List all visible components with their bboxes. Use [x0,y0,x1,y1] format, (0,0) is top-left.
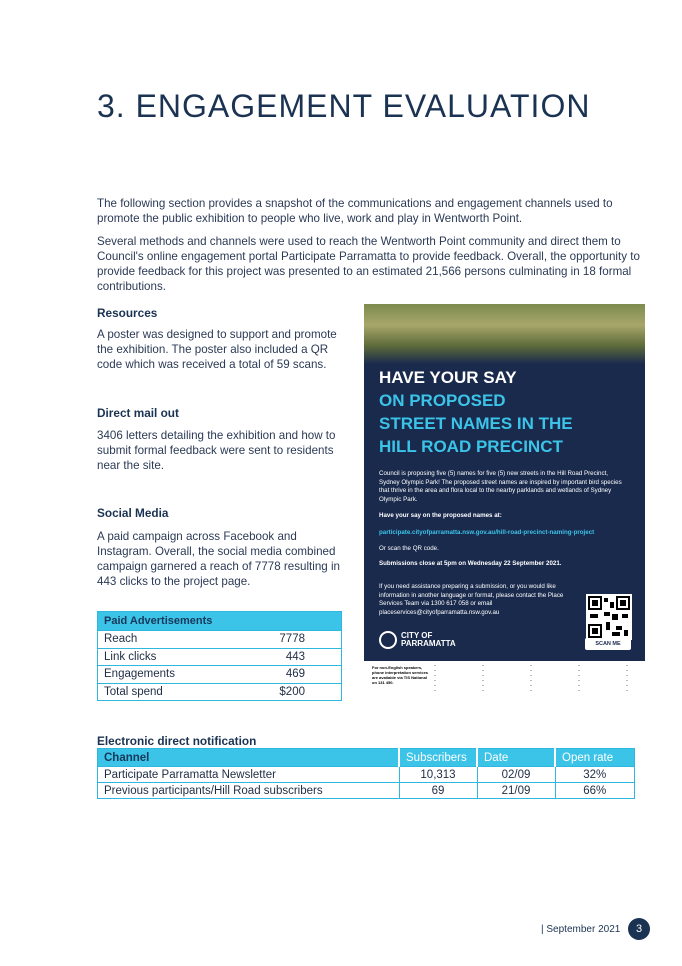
poster-footnote: For non-English speakers, phone interpretation services are available via TIS National on 131 450. [372,665,429,685]
logo-line-2: PARRAMATTA [401,639,456,648]
poster-url: participate.cityofparramatta.nsw.gov.au/hill-road-precinct-naming-project [379,529,595,536]
paid-ads-header: Paid Advertisements [98,612,342,631]
edn-heading: Electronic direct notification [97,734,257,748]
city-logo-icon [379,631,397,649]
poster-translations [434,665,634,695]
table-row [98,648,342,666]
cell-open-rate: 32% [555,767,635,783]
resources-heading: Resources [97,306,158,320]
row-label: Link clicks [98,648,232,666]
poster-paragraph-1: Council is proposing five (5) names for five (5) new streets in the Hill Road Precinct, Sydney Olympic Park! The proposed street names are inspired by important bird species that thrive in the area and flora local to the nearby parklands and wetlands of Sydney Olympic Park. [379,470,622,503]
poster-paragraph-4: Submissions close at 5pm on Wednesday 22 September 2021. [379,560,562,567]
cell-subscribers: 10,313 [399,767,477,783]
poster-title-line-2: ON PROPOSED [379,391,506,410]
page-title: 3. ENGAGEMENT EVALUATION [97,88,591,124]
row-value: 469 [232,666,342,684]
col-header-date: Date [477,749,555,767]
col-header-open-rate: Open rate [555,749,635,767]
table-row [98,683,342,701]
col-header-subscribers: Subscribers [399,749,477,767]
social-media-text: A paid campaign across Facebook and Instagram. Overall, the social media combined campaign garnered a reach of 7778 resulting in 443 clicks to the project page. [97,530,340,588]
direct-mail-heading: Direct mail out [97,406,179,420]
row-label: Engagements [98,666,232,684]
row-value: 443 [232,648,342,666]
row-label: Total spend [98,683,232,701]
direct-mail-text: 3406 letters detailing the exhibition and how to submit formal feedback were sent to residents near the site. [97,429,336,472]
table-row [98,631,342,649]
electronic-notification-table [97,748,635,799]
paid-advertisements-table [97,611,342,701]
social-media-heading: Social Media [97,506,169,520]
cell-channel: Participate Parramatta Newsletter [98,767,400,783]
row-label: Reach [98,631,232,649]
page-number: 3 [628,918,650,940]
poster-foliage-photo [364,304,645,364]
poster-paragraph-2: Have your say on the proposed names at: [379,512,502,519]
table-row [98,783,635,799]
table-row [98,767,635,783]
poster-title-line-3: STREET NAMES IN THE [379,414,573,433]
poster-paragraph-5: If you need assistance preparing a submission, or you would like information in another language or format, please contact the Place Services Team via 1300 617 058 or email placeservices@cityofparramatta.nsw.gov.au [379,583,564,616]
poster-paragraph-3: Or scan the QR code. [379,545,439,552]
resources-text: A poster was designed to support and promote the exhibition. The poster also included a QR code which was received a total of 59 scans. [97,328,337,371]
cell-subscribers: 69 [399,783,477,799]
cell-date: 21/09 [477,783,555,799]
table-header-row [98,749,635,767]
qr-code-icon [586,594,632,640]
cell-open-rate: 66% [555,783,635,799]
table-row [98,666,342,684]
col-header-channel: Channel [98,749,400,767]
row-value: 7778 [232,631,342,649]
intro-paragraph-1: The following section provides a snapshot of the communications and engagement channels used to promote the public exhibition to people who live, work and play in Wentworth Point. [97,197,613,225]
scan-me-label: SCAN ME [585,638,631,650]
city-logo-text [401,632,456,648]
cell-channel: Previous participants/Hill Road subscribers [98,783,400,799]
row-value: $200 [232,683,342,701]
footer-date: | September 2021 [541,924,621,935]
poster-title-line-1: HAVE YOUR SAY [379,368,517,387]
poster-title-line-4: HILL ROAD PRECINCT [379,437,563,456]
cell-date: 02/09 [477,767,555,783]
logo-line-1: CITY OF [401,631,433,640]
table-header-row [98,612,342,631]
intro-paragraph-2: Several methods and channels were used to reach the Wentworth Point community and direct them to Council's online engagement portal Participate Parramatta to provide feedback. Overall, the opportunity to provide feedback for this project was presented to an estimated 21,566 persons culminating in 18 formal contributions. [97,235,640,293]
poster-language-strip [364,661,645,699]
exhibition-poster [364,304,645,661]
